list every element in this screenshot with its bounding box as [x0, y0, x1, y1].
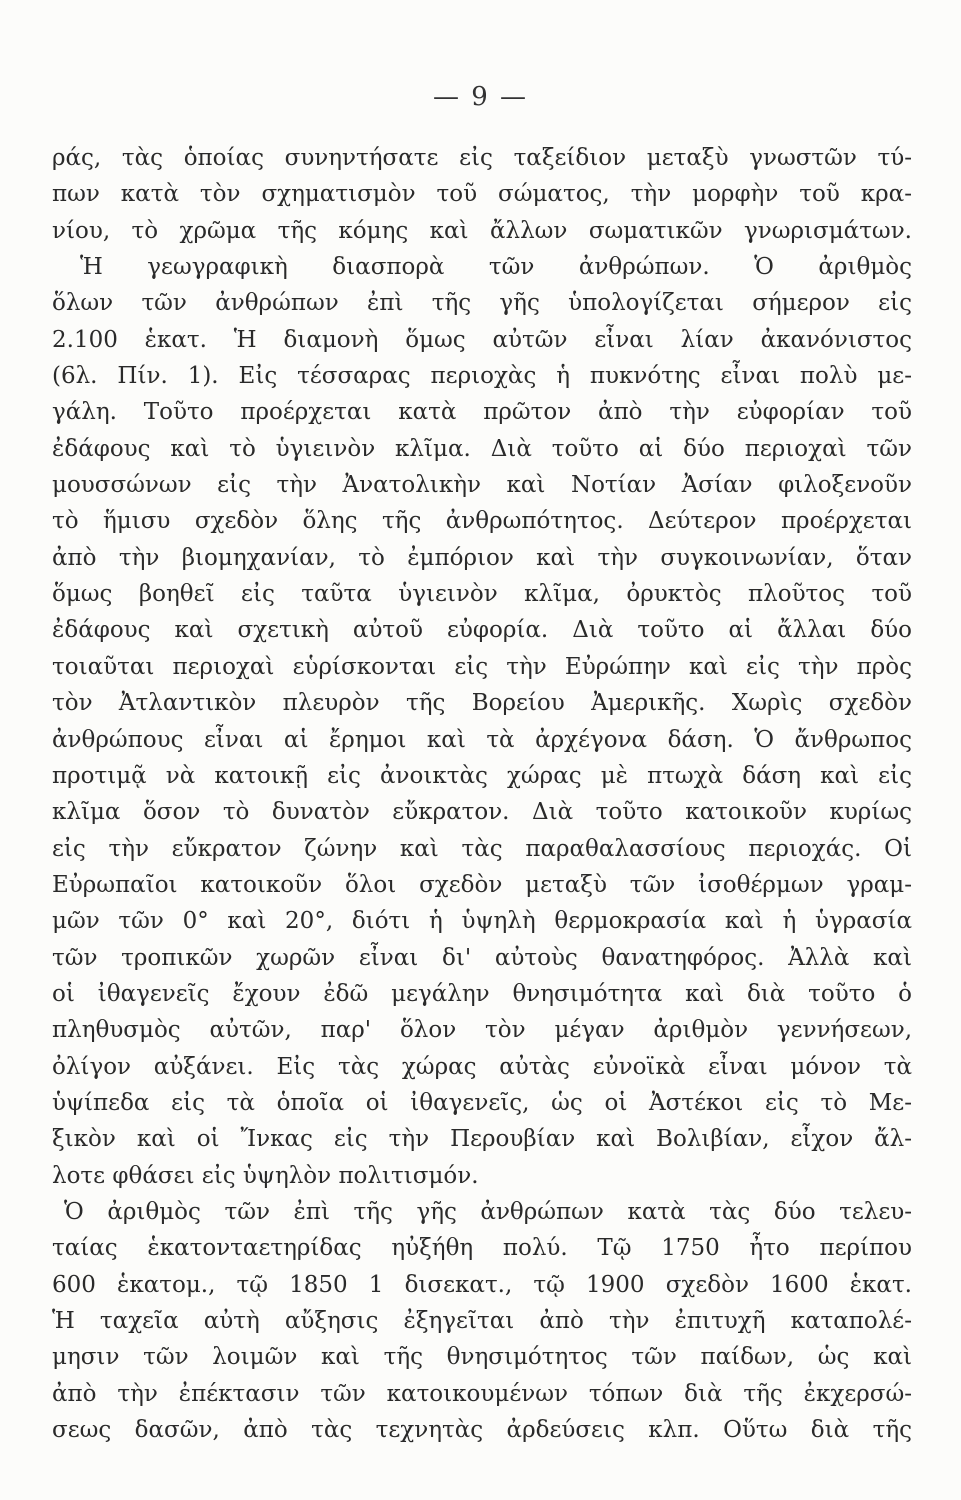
text-line: οἱ ἰθαγενεῖς ἔχουν ἐδῶ μεγάλην θνησιμότητα καὶ διὰ τοῦτο ὁ: [52, 980, 912, 1007]
text-line: γάλη. Τοῦτο προέρχεται κατὰ πρῶτον ἀπὸ τὴν εὐφορίαν τοῦ: [52, 399, 912, 426]
text-line: 600 ἑκατομ., τῷ 1850 1 δισεκατ., τῷ 1900 σχεδὸν 1600 ἑκατ.: [52, 1271, 912, 1298]
text-line: νίου, τὸ χρῶμα τῆς κόμης καὶ ἄλλων σωματικῶν γνωρισμάτων.: [52, 217, 912, 244]
text-line: ἐδάφους καὶ τὸ ὑγιεινὸν κλῖμα. Διὰ τοῦτο αἱ δύο περιοχαὶ τῶν: [52, 435, 912, 462]
text-line: ταίας ἑκατονταετηρίδας ηὐξήθη πολύ. Τῷ 1750 ἦτο περίπου: [52, 1235, 912, 1262]
text-line: τὸν Ἀτλαντικὸν πλευρὸν τῆς Βορείου Ἀμερικῆς. Χωρὶς σχεδὸν: [52, 690, 912, 717]
text-line: ἀπὸ τὴν ἐπέκτασιν τῶν κατοικουμένων τόπων διὰ τῆς ἐκχερσώ-: [52, 1380, 912, 1407]
text-line: τὸ ἥμισυ σχεδὸν ὅλης τῆς ἀνθρωπότητος. Δεύτερον προέρχεται: [52, 508, 912, 535]
text-line: λοτε φθάσει εἰς ὑψηλὸν πολιτισμόν.: [52, 1162, 479, 1189]
text-line: εἰς τὴν εὔκρατον ζώνην καὶ τὰς παραθαλασσίους περιοχάς. Οἱ: [52, 835, 912, 862]
text-line: πων κατὰ τὸν σχηματισμὸν τοῦ σώματος, τὴν μορφὴν τοῦ κρα-: [52, 181, 912, 208]
text-line: ὀλίγον αὐξάνει. Εἰς τὰς χώρας αὐτὰς εὐνοϊκὰ εἶναι μόνον τὰ: [52, 1053, 912, 1080]
text-line: μησιν τῶν λοιμῶν καὶ τῆς θνησιμότητος τῶν παίδων, ὡς καὶ: [52, 1344, 912, 1371]
text-line: προτιμᾷ νὰ κατοικῇ εἰς ἀνοικτὰς χώρας μὲ πτωχὰ δάση καὶ εἰς: [52, 762, 912, 789]
text-line: πληθυσμὸς αὐτῶν, παρ' ὅλον τὸν μέγαν ἀριθμὸν γεννήσεων,: [52, 1017, 912, 1044]
text-line: (6λ. Πίν. 1). Εἰς τέσσαρας περιοχὰς ἡ πυκνότης εἶναι πολὺ με-: [52, 363, 912, 390]
text-line: τῶν τροπικῶν χωρῶν εἶναι δι' αὐτοὺς θανατηφόρος. Ἀλλὰ καὶ: [52, 944, 912, 971]
text-line: ἀπὸ τὴν βιομηχανίαν, τὸ ἐμπόριον καὶ τὴν συγκοινωνίαν, ὅταν: [52, 544, 912, 571]
text-line: ὅμως βοηθεῖ εἰς ταῦτα ὑγιεινὸν κλῖμα, ὀρυκτὸς πλοῦτος τοῦ: [52, 581, 912, 608]
body-text: [52, 140, 912, 1448]
section-heading-line: Ἡ γεωγραφικὴ διασπορὰ τῶν ἀνθρώπων. Ὁ ἀριθμὸς: [80, 254, 912, 281]
text-line: Εὐρωπαῖοι κατοικοῦν ὅλοι σχεδὸν μεταξὺ τῶν ἰσοθέρμων γραμ-: [52, 871, 912, 898]
text-line: 2.100 ἑκατ. Ἡ διαμονὴ ὅμως αὐτῶν εἶναι λίαν ἀκανόνιστος: [52, 326, 912, 353]
page-number: — 9 —: [432, 82, 529, 112]
text-line: σεως δασῶν, ἀπὸ τὰς τεχνητὰς ἀρδεύσεις κλπ. Οὕτω διὰ τῆς: [52, 1417, 912, 1444]
text-line: ἀνθρώπους εἶναι αἱ ἔρημοι καὶ τὰ ἀρχέγονα δάση. Ὁ ἄνθρωπος: [52, 726, 912, 753]
text-line: ἐδάφους καὶ σχετικὴ αὐτοῦ εὐφορία. Διὰ τοῦτο αἱ ἄλλαι δύο: [52, 617, 912, 644]
text-line: κλῖμα ὅσον τὸ δυνατὸν εὔκρατον. Διὰ τοῦτο κατοικοῦν κυρίως: [52, 799, 912, 826]
text-line: Ὁ ἀριθμὸς τῶν ἐπὶ τῆς γῆς ἀνθρώπων κατὰ τὰς δύο τελευ-: [64, 1198, 912, 1225]
text-line: ὑψίπεδα εἰς τὰ ὁποῖα οἱ ἰθαγενεῖς, ὡς οἱ Ἀστέκοι εἰς τὸ Με-: [52, 1089, 912, 1116]
text-line: ὅλων τῶν ἀνθρώπων ἐπὶ τῆς γῆς ὑπολογίζεται σήμερον εἰς: [52, 290, 912, 317]
text-line: μουσσώνων εἰς τὴν Ἀνατολικὴν καὶ Νοτίαν Ἀσίαν φιλοξενοῦν: [52, 472, 912, 499]
text-line: Ἡ ταχεῖα αὐτὴ αὔξησις ἐξηγεῖται ἀπὸ τὴν ἐπιτυχῆ καταπολέ-: [52, 1308, 912, 1334]
text-line: μῶν τῶν 0° καὶ 20°, διότι ἡ ὑψηλὴ θερμοκρασία καὶ ἡ ὑγρασία: [52, 908, 912, 935]
text-line: τοιαῦται περιοχαὶ εὑρίσκονται εἰς τὴν Εὐρώπην καὶ εἰς τὴν πρὸς: [52, 653, 912, 680]
text-line: ξικὸν καὶ οἱ Ἴνκας εἰς τὴν Περουβίαν καὶ Βολιβίαν, εἶχον ἄλ-: [52, 1126, 912, 1153]
text-line: ράς, τὰς ὁποίας συνηντήσατε εἰς ταξείδιον μεταξὺ γνωστῶν τύ-: [52, 145, 912, 171]
